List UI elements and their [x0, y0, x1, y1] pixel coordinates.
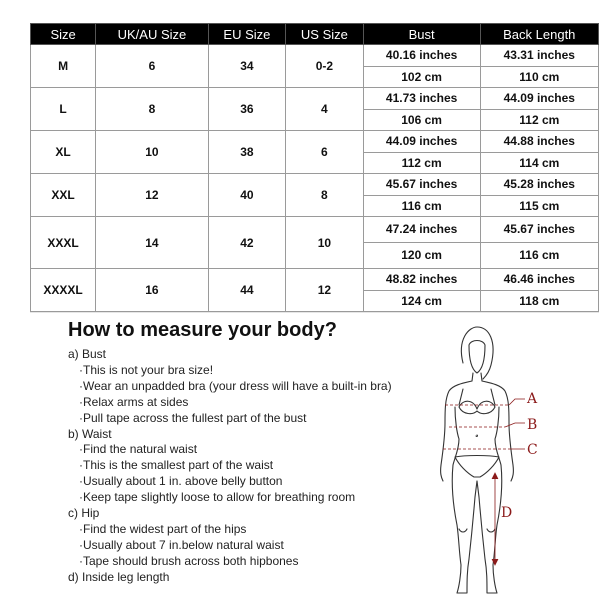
cell-back-length	[480, 45, 598, 88]
bust-cm: 106 cm	[401, 113, 442, 127]
measurement-labels	[501, 391, 538, 521]
cell-back-length	[480, 174, 598, 217]
howto-title: How to measure your body?	[68, 319, 337, 341]
list-item: ·Usually about 1 in. above belly button	[79, 474, 283, 489]
table-row	[31, 269, 599, 312]
back-length-cm: 112 cm	[519, 113, 560, 127]
header-bust: Bust	[363, 24, 480, 45]
cell-bust	[363, 131, 480, 174]
cell-eu: 42	[208, 217, 285, 269]
list-item: ·Tape should brush across both hipbones	[79, 553, 299, 568]
cell-eu: 34	[208, 45, 285, 88]
list-item: ·Relax arms at sides	[79, 394, 189, 409]
list-item: ·Usually about 7 in.below natural waist	[79, 537, 284, 552]
cell-size: XXL	[31, 174, 96, 217]
cell-uk-au: 14	[96, 217, 208, 269]
back-length-cm: 118 cm	[519, 294, 560, 308]
bust-cm: 116 cm	[401, 199, 442, 213]
label-a: A	[527, 391, 538, 407]
header-back-length: Back Length	[480, 24, 598, 45]
list-item: ·Pull tape across the fullest part of the bust	[79, 410, 307, 425]
bust-cm: 124 cm	[401, 294, 442, 308]
cell-back-length	[480, 269, 598, 312]
table-row	[31, 45, 599, 88]
cell-us: 8	[286, 174, 363, 217]
bust-cm: 120 cm	[401, 248, 442, 262]
back-length-inches: 44.88 inches	[481, 131, 598, 153]
cell-size: M	[31, 45, 96, 88]
cell-size: XL	[31, 131, 96, 174]
section-bust-heading: a) Bust	[68, 347, 107, 361]
bust-inches: 48.82 inches	[364, 269, 480, 291]
bust-inches: 47.24 inches	[364, 217, 480, 243]
list-item: ·Keep tape slightly loose to allow for breathing room	[79, 490, 356, 505]
cell-size: XXXXL	[31, 269, 96, 312]
bust-cm: 102 cm	[401, 70, 442, 84]
label-b: B	[527, 417, 538, 433]
cell-bust	[363, 269, 480, 312]
measurement-instructions	[68, 347, 392, 586]
bust-inches: 45.67 inches	[364, 174, 480, 196]
list-item: ·Find the widest part of the hips	[79, 521, 247, 536]
cell-bust	[363, 217, 480, 269]
body-outline	[441, 327, 514, 593]
cell-bust	[363, 88, 480, 131]
bust-inches: 44.09 inches	[364, 131, 480, 153]
header-eu-size: EU Size	[208, 24, 285, 45]
cell-back-length	[480, 217, 598, 269]
bust-cm: 112 cm	[401, 156, 442, 170]
back-length-inches: 45.67 inches	[481, 217, 598, 243]
cell-uk-au: 12	[96, 174, 208, 217]
list-item: ·This is not your bra size!	[79, 362, 214, 377]
table-row	[31, 131, 599, 174]
cell-us: 12	[286, 269, 363, 312]
cell-eu: 44	[208, 269, 285, 312]
label-d: D	[501, 505, 513, 521]
list-item: ·This is the smallest part of the waist	[79, 458, 274, 473]
size-chart-table	[30, 23, 599, 312]
cell-size: L	[31, 88, 96, 131]
cell-uk-au: 8	[96, 88, 208, 131]
section-hip-heading: c) Hip	[68, 506, 100, 521]
back-length-cm: 115 cm	[519, 199, 560, 213]
back-length-inches: 46.46 inches	[481, 269, 598, 291]
body-measurement-figure	[425, 325, 600, 600]
back-length-inches: 44.09 inches	[481, 88, 598, 110]
arrow-up-icon	[492, 473, 498, 479]
cell-us: 0-2	[286, 45, 363, 88]
cell-us: 6	[286, 131, 363, 174]
cell-bust	[363, 45, 480, 88]
label-c: C	[527, 442, 538, 458]
table-row	[31, 217, 599, 269]
cell-eu: 40	[208, 174, 285, 217]
cell-uk-au: 10	[96, 131, 208, 174]
table-header-row	[31, 24, 599, 45]
table-row	[31, 174, 599, 217]
header-us-size: US Size	[286, 24, 363, 45]
cell-back-length	[480, 88, 598, 131]
section-divider	[30, 312, 599, 313]
back-length-cm: 116 cm	[519, 248, 560, 262]
bust-inches: 41.73 inches	[364, 88, 480, 110]
cell-eu: 38	[208, 131, 285, 174]
section-inside-leg-heading: d) Inside leg length	[68, 569, 170, 584]
cell-us: 4	[286, 88, 363, 131]
list-item: ·Wear an unpadded bra (your dress will have a built-in bra)	[79, 378, 392, 393]
cell-eu: 36	[208, 88, 285, 131]
bust-inches: 40.16 inches	[364, 45, 480, 67]
table-row	[31, 88, 599, 131]
back-length-cm: 110 cm	[519, 70, 560, 84]
cell-uk-au: 6	[96, 45, 208, 88]
cell-back-length	[480, 131, 598, 174]
cell-size: XXXL	[31, 217, 96, 269]
back-length-inches: 43.31 inches	[481, 45, 598, 67]
list-item: ·Find the natural waist	[79, 442, 198, 457]
back-length-inches: 45.28 inches	[481, 174, 598, 196]
header-uk-au-size: UK/AU Size	[96, 24, 208, 45]
cell-uk-au: 16	[96, 269, 208, 312]
measurement-guides	[443, 399, 525, 565]
header-size: Size	[31, 24, 96, 45]
cell-us: 10	[286, 217, 363, 269]
back-length-cm: 114 cm	[519, 156, 560, 170]
cell-bust	[363, 174, 480, 217]
section-waist-heading: b) Waist	[68, 426, 112, 441]
